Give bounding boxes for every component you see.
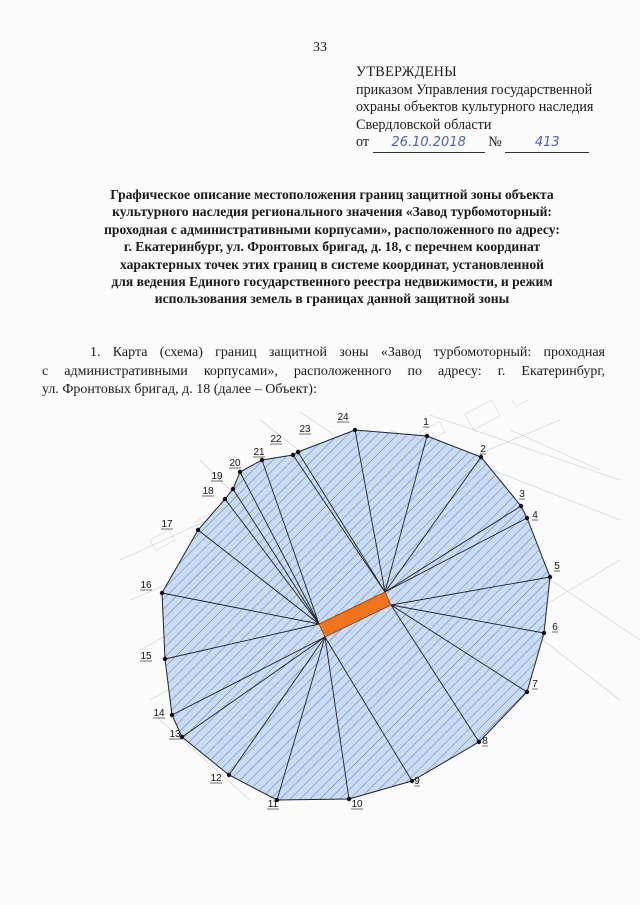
point-label: 22 xyxy=(270,434,282,445)
boundary-point xyxy=(163,657,167,661)
boundary-point xyxy=(260,458,264,462)
approval-block xyxy=(356,64,626,153)
point-label: 12 xyxy=(210,773,222,784)
title-line: проходная с административными корпусами», расположенного по адресу: xyxy=(104,221,560,237)
point-label: 13 xyxy=(169,729,181,740)
boundary-point xyxy=(525,690,529,694)
background-map-parcel xyxy=(150,530,175,551)
point-label: 1 xyxy=(423,417,429,428)
point-label: 10 xyxy=(351,799,363,810)
section-1-paragraph xyxy=(42,344,605,400)
approval-date-line xyxy=(356,134,626,153)
point-label: 18 xyxy=(202,486,214,497)
point-label: 19 xyxy=(211,471,223,482)
point-label: 2 xyxy=(480,444,486,455)
title-line: культурного наследия регионального значения «Завод турбомоторный: xyxy=(112,204,552,220)
background-map-line xyxy=(510,430,600,470)
boundary-point xyxy=(170,713,174,717)
boundary-point xyxy=(296,450,300,454)
approval-line-1: приказом Управления государственной xyxy=(356,81,593,98)
boundary-point xyxy=(479,455,483,459)
paragraph-line: с административными корпусами», расположенного по адресу: г. Екатеринбург, xyxy=(42,363,605,379)
point-label: 16 xyxy=(140,580,152,591)
approval-heading: УТВЕРЖДЕНЫ xyxy=(356,64,457,80)
point-label: 7 xyxy=(532,679,538,690)
background-map-parcel xyxy=(510,400,549,407)
protection-zone-map xyxy=(0,400,640,830)
title-line: использования земель в границах данной защитной зоны xyxy=(154,291,510,307)
from-label: от xyxy=(356,134,370,150)
title-line: характерных точек этих границ в системе координат, установленной xyxy=(120,256,544,272)
boundary-point xyxy=(353,428,357,432)
boundary-point xyxy=(231,487,235,491)
boundary-point xyxy=(291,453,295,457)
boundary-point xyxy=(525,516,529,520)
paragraph-line: 1. Карта (схема) границ защитной зоны «Завод турбомоторный: проходная xyxy=(90,345,605,360)
boundary-point xyxy=(196,528,200,532)
number-label: № xyxy=(488,134,502,150)
point-label: 20 xyxy=(229,458,241,469)
boundary-point xyxy=(425,434,429,438)
boundary-point xyxy=(477,740,481,744)
handwritten-number: 413 xyxy=(505,134,589,153)
boundary-point xyxy=(238,470,242,474)
point-label: 21 xyxy=(253,447,265,458)
boundary-point xyxy=(223,497,227,501)
boundary-point xyxy=(519,504,523,508)
point-label: 17 xyxy=(161,519,173,530)
title-line: для ведения Единого государственного реестра недвижимости, и режим xyxy=(111,274,553,290)
point-label: 11 xyxy=(267,799,279,810)
point-label: 9 xyxy=(414,776,420,787)
boundary-point xyxy=(548,575,552,579)
point-label: 4 xyxy=(532,510,538,521)
boundary-point xyxy=(227,773,231,777)
boundary-point xyxy=(160,591,164,595)
point-label: 15 xyxy=(140,651,152,662)
point-label: 23 xyxy=(299,424,311,435)
title-line: г. Екатеринбург, ул. Фронтовых бригад, д. 18, с перечнем координат xyxy=(123,239,541,255)
title-line: Графическое описание местоположения границ защитной зоны объекта xyxy=(110,187,554,202)
approval-line-2: охраны объектов культурного наследия xyxy=(356,99,594,115)
background-map-parcel xyxy=(465,400,500,430)
point-label: 5 xyxy=(554,561,560,572)
approval-line-3: Свердловской области xyxy=(356,116,492,133)
handwritten-date: 26.10.2018 xyxy=(373,134,485,153)
point-label: 8 xyxy=(482,736,488,747)
paragraph-line: ул. Фронтовых бригад, д. 18 (далее – Объект): xyxy=(42,382,317,397)
boundary-point xyxy=(542,631,546,635)
point-label: 6 xyxy=(552,622,558,633)
point-label: 14 xyxy=(153,708,165,719)
point-label: 24 xyxy=(337,412,349,423)
point-label: 3 xyxy=(519,489,525,500)
document-title xyxy=(82,186,582,308)
page-number: 33 xyxy=(313,40,327,55)
